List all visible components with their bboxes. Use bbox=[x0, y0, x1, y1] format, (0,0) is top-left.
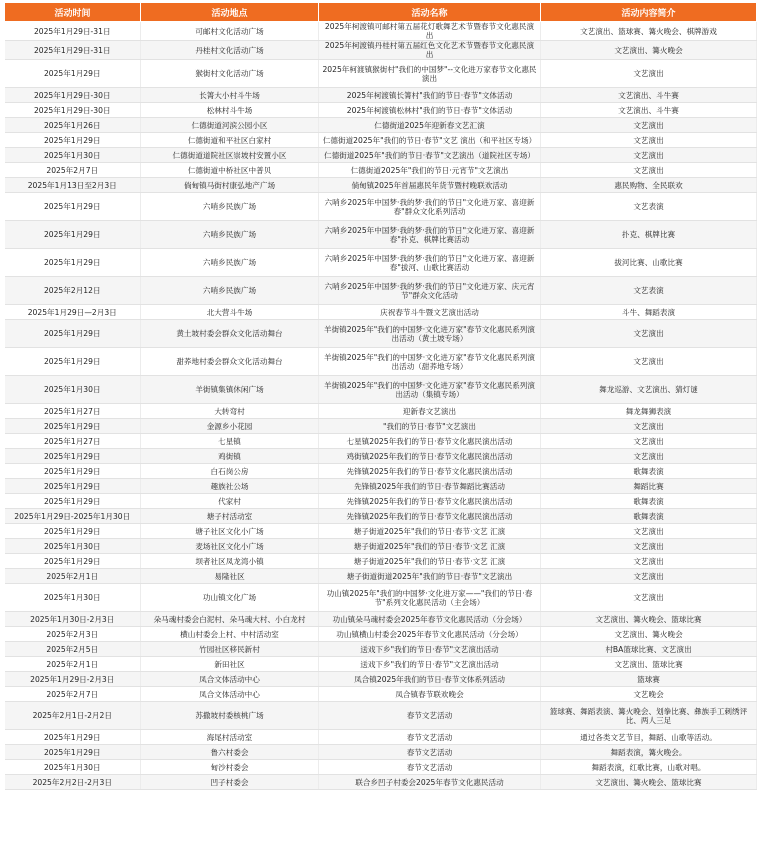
cell-time: 2025年1月29日-31日 bbox=[5, 41, 141, 60]
cell-place: 丹桂村文化活动广场 bbox=[141, 41, 319, 60]
cell-content: 文艺演出 bbox=[541, 554, 757, 569]
cell-name: 六哨乡2025年中国梦·我的梦·我们的节日"文化进万家、喜迎新春"群众文化系列活动 bbox=[319, 193, 541, 221]
cell-place: 海尾村活动室 bbox=[141, 730, 319, 745]
cell-name: 联合乡凹子村委会2025年春节文化惠民活动 bbox=[319, 775, 541, 790]
cell-time: 2025年1月13日至2月3日 bbox=[5, 178, 141, 193]
cell-content: 文艺演出、篝火晚会 bbox=[541, 627, 757, 642]
cell-time: 2025年1月30日 bbox=[5, 584, 141, 612]
cell-name: 塘子街道2025年"我们的节日·春节·文艺 汇演 bbox=[319, 554, 541, 569]
table-row bbox=[5, 22, 757, 41]
cell-name: 春节文艺活动 bbox=[319, 760, 541, 775]
cell-name: 先锋镇2025年我们的节日·春节文化惠民演出活动 bbox=[319, 494, 541, 509]
cell-content: 文艺演出、斗牛赛 bbox=[541, 103, 757, 118]
table-row bbox=[5, 60, 757, 88]
cell-content: 惠民购物、全民联欢 bbox=[541, 178, 757, 193]
cell-name: 2025年柯渡镇丹桂村第五届红色文化艺术节暨春节文化惠民演出 bbox=[319, 41, 541, 60]
cell-name: 七星镇2025年我们的节日·春节文化惠民演出活动 bbox=[319, 434, 541, 449]
cell-content: 文艺演出 bbox=[541, 60, 757, 88]
table-row bbox=[5, 277, 757, 305]
cell-time: 2025年1月29日 bbox=[5, 730, 141, 745]
cell-time: 2025年1月29日-31日 bbox=[5, 22, 141, 41]
cell-name: 庆祝春节斗牛暨文艺演出活动 bbox=[319, 305, 541, 320]
cell-place: 鲁六村委会 bbox=[141, 745, 319, 760]
cell-content: 通过各类文艺节目，舞蹈、山歌等活动。 bbox=[541, 730, 757, 745]
cell-place: 六哨乡民族广场 bbox=[141, 221, 319, 249]
cell-name: 2025年柯渡镇猴街村"我们的中国梦"--文化进万家春节文化惠民演出 bbox=[319, 60, 541, 88]
cell-content: 拔河比赛、山歌比赛 bbox=[541, 249, 757, 277]
cell-name: 六哨乡2025年中国梦·我的梦·我们的节日"文化进万家、喜迎新春"扑克、棋牌比赛活动 bbox=[319, 221, 541, 249]
table-row bbox=[5, 464, 757, 479]
cell-name: 仁德街道2025年"我们的节日·春节"文艺 演出（和平社区专场） bbox=[319, 133, 541, 148]
cell-content: 歌舞表演 bbox=[541, 494, 757, 509]
cell-place: 仁德街道中桥社区中普贝 bbox=[141, 163, 319, 178]
cell-place: 趣族社公场 bbox=[141, 479, 319, 494]
cell-place: 六哨乡民族广场 bbox=[141, 277, 319, 305]
cell-place: 功山镇文化广场 bbox=[141, 584, 319, 612]
cell-time: 2025年1月29日-2025年1月30日 bbox=[5, 509, 141, 524]
cell-place: 白石岗公房 bbox=[141, 464, 319, 479]
cell-name: 功山镇朵马魂村委会2025年春节文化惠民活动（分会场） bbox=[319, 612, 541, 627]
cell-name: 羊街镇2025年"我们的中国梦·文化进万家"春节文化惠民系列演出活动（甜荞地专场） bbox=[319, 348, 541, 376]
cell-content: 文艺演出 bbox=[541, 539, 757, 554]
cell-name: 六哨乡2025年中国梦·我的梦·我们的节日"文化进万家、庆元宵节"群众文化活动 bbox=[319, 277, 541, 305]
cell-content: 文艺演出 bbox=[541, 118, 757, 133]
table-row bbox=[5, 320, 757, 348]
table-row bbox=[5, 730, 757, 745]
table-row bbox=[5, 178, 757, 193]
table-row bbox=[5, 163, 757, 178]
header-name: 活动名称 bbox=[319, 3, 541, 22]
cell-name: 羊街镇2025年"我们的中国梦·文化进万家"春节文化惠民系列演出活动（黄土坡专场） bbox=[319, 320, 541, 348]
cell-place: 猴街村文化活动广场 bbox=[141, 60, 319, 88]
table-row bbox=[5, 569, 757, 584]
table-row bbox=[5, 702, 757, 730]
cell-content: 舞蹈比赛 bbox=[541, 479, 757, 494]
table-body bbox=[5, 22, 757, 790]
cell-place: 凤合文体活动中心 bbox=[141, 672, 319, 687]
cell-time: 2025年1月29日 bbox=[5, 479, 141, 494]
cell-content: 歌舞表演 bbox=[541, 464, 757, 479]
cell-name: 仁德街道2025年迎新春文艺汇演 bbox=[319, 118, 541, 133]
cell-name: 春节文艺活动 bbox=[319, 745, 541, 760]
cell-time: 2025年1月27日 bbox=[5, 434, 141, 449]
cell-name: 先锋镇2025年我们的节日·春节文化惠民演出活动 bbox=[319, 509, 541, 524]
cell-content: 文艺演出 bbox=[541, 419, 757, 434]
cell-content: 歌舞表演 bbox=[541, 509, 757, 524]
table-row bbox=[5, 554, 757, 569]
cell-place: 塘子村活动室 bbox=[141, 509, 319, 524]
table-header-row bbox=[5, 3, 757, 22]
cell-time: 2025年1月29日 bbox=[5, 249, 141, 277]
cell-place: 易隆社区 bbox=[141, 569, 319, 584]
cell-content: 文艺表演 bbox=[541, 193, 757, 221]
cell-content: 舞龙巡游、文艺演出、猜灯谜 bbox=[541, 376, 757, 404]
cell-time: 2025年1月29日—2月3日 bbox=[5, 305, 141, 320]
table-row bbox=[5, 584, 757, 612]
table-row bbox=[5, 41, 757, 60]
cell-content: 舞蹈表演，红歌比赛，山歌对唱。 bbox=[541, 760, 757, 775]
cell-place: 金源乡小花园 bbox=[141, 419, 319, 434]
cell-place: 凤合文体活动中心 bbox=[141, 687, 319, 702]
cell-place: 黄土坡村委会群众文化活动舞台 bbox=[141, 320, 319, 348]
cell-content: 文艺演出 bbox=[541, 524, 757, 539]
cell-name: 送戏下乡"我们的节日·春节"文艺演出活动 bbox=[319, 642, 541, 657]
cell-time: 2025年1月30日 bbox=[5, 148, 141, 163]
cell-content: 文艺演出 bbox=[541, 148, 757, 163]
cell-place: 甜荞地村委会群众文化活动舞台 bbox=[141, 348, 319, 376]
cell-name: 六哨乡2025年中国梦·我的梦·我们的节日"文化进万家、喜迎新春"拔河、山歌比赛活动 bbox=[319, 249, 541, 277]
cell-time: 2025年2月1日-2月2日 bbox=[5, 702, 141, 730]
cell-time: 2025年1月29日 bbox=[5, 419, 141, 434]
cell-name: 凤合镇2025年我们的节日·春节文体系列活动 bbox=[319, 672, 541, 687]
cell-time: 2025年2月2日-2月3日 bbox=[5, 775, 141, 790]
cell-content: 文艺演出 bbox=[541, 163, 757, 178]
cell-name: 倘甸镇2025年首届惠民年货节暨村晚联欢活动 bbox=[319, 178, 541, 193]
activity-schedule-table bbox=[4, 2, 757, 790]
cell-name: 迎新春文艺演出 bbox=[319, 404, 541, 419]
cell-name: 功山镇2025年"我们的中国梦·文化进万家——"我们的节日·春节"系列文化惠民活动（主会场） bbox=[319, 584, 541, 612]
cell-name: 仁德街道2025年"我们的节日·元宵节"文艺演出 bbox=[319, 163, 541, 178]
table-row bbox=[5, 627, 757, 642]
cell-content: 篮球赛 bbox=[541, 672, 757, 687]
cell-place: 长箐大小村斗牛场 bbox=[141, 88, 319, 103]
cell-time: 2025年1月29日 bbox=[5, 320, 141, 348]
table-row bbox=[5, 249, 757, 277]
header-content: 活动内容简介 bbox=[541, 3, 757, 22]
cell-place: 仁德街道道院社区崇坡村安置小区 bbox=[141, 148, 319, 163]
cell-place: 塘子社区文化小广场 bbox=[141, 524, 319, 539]
cell-time: 2025年1月29日 bbox=[5, 60, 141, 88]
cell-content: 舞龙舞狮表演 bbox=[541, 404, 757, 419]
table-row bbox=[5, 612, 757, 627]
cell-time: 2025年2月12日 bbox=[5, 277, 141, 305]
cell-name: 凤合镇春节联欢晚会 bbox=[319, 687, 541, 702]
cell-time: 2025年1月29日 bbox=[5, 449, 141, 464]
cell-time: 2025年1月27日 bbox=[5, 404, 141, 419]
cell-name: 春节文艺活动 bbox=[319, 730, 541, 745]
cell-content: 文艺演出、篝火晚会、篮球比赛 bbox=[541, 612, 757, 627]
cell-name: 2025年柯渡镇可邮村第五届花灯歌舞艺术节暨春节文化惠民演出 bbox=[319, 22, 541, 41]
table-row bbox=[5, 193, 757, 221]
cell-place: 七星镇 bbox=[141, 434, 319, 449]
cell-place: 北大营斗牛场 bbox=[141, 305, 319, 320]
cell-place: 甸沙村委会 bbox=[141, 760, 319, 775]
cell-name: 先锋镇2025年我们的节日·春节文化惠民演出活动 bbox=[319, 464, 541, 479]
table-row bbox=[5, 509, 757, 524]
table-row bbox=[5, 672, 757, 687]
header-time: 活动时间 bbox=[5, 3, 141, 22]
cell-time: 2025年1月30日 bbox=[5, 376, 141, 404]
cell-place: 倘甸镇马街村康弘地产广场 bbox=[141, 178, 319, 193]
table-row bbox=[5, 642, 757, 657]
table-row bbox=[5, 760, 757, 775]
cell-time: 2025年2月1日 bbox=[5, 569, 141, 584]
cell-place: 朵马魂村委会白泥村、朵马魂大村、小白龙村 bbox=[141, 612, 319, 627]
cell-time: 2025年1月29日-30日 bbox=[5, 103, 141, 118]
cell-time: 2025年1月29日 bbox=[5, 221, 141, 249]
table-row bbox=[5, 419, 757, 434]
cell-name: 送戏下乡"我们的节日·春节"文艺演出活动 bbox=[319, 657, 541, 672]
table-row bbox=[5, 479, 757, 494]
table-row bbox=[5, 775, 757, 790]
table-row bbox=[5, 376, 757, 404]
cell-time: 2025年1月26日 bbox=[5, 118, 141, 133]
cell-time: 2025年1月30日 bbox=[5, 539, 141, 554]
activity-table-container bbox=[4, 2, 756, 790]
cell-name: 鸡街镇2025年我们的节日·春节文化惠民演出活动 bbox=[319, 449, 541, 464]
cell-time: 2025年1月30日-2月3日 bbox=[5, 612, 141, 627]
cell-content: 文艺演出 bbox=[541, 584, 757, 612]
table-row bbox=[5, 88, 757, 103]
table-row bbox=[5, 148, 757, 163]
cell-place: 六哨乡民族广场 bbox=[141, 249, 319, 277]
cell-place: 新田社区 bbox=[141, 657, 319, 672]
cell-time: 2025年1月29日 bbox=[5, 524, 141, 539]
table-row bbox=[5, 539, 757, 554]
table-row bbox=[5, 494, 757, 509]
cell-time: 2025年1月29日 bbox=[5, 494, 141, 509]
cell-name: 功山镇横山村委会2025年春节文化惠民活动（分会场） bbox=[319, 627, 541, 642]
table-row bbox=[5, 524, 757, 539]
cell-place: 坝者社区凤龙湾小镇 bbox=[141, 554, 319, 569]
cell-content: 文艺演出 bbox=[541, 133, 757, 148]
table-row bbox=[5, 687, 757, 702]
cell-place: 凹子村委会 bbox=[141, 775, 319, 790]
cell-place: 竹园社区移民新村 bbox=[141, 642, 319, 657]
cell-place: 仁德街道和平社区白家村 bbox=[141, 133, 319, 148]
cell-content: 篮球赛、舞蹈表演、篝火晚会、划拳比赛、彝族手工刺绣评比、两人三足 bbox=[541, 702, 757, 730]
cell-time: 2025年2月3日 bbox=[5, 627, 141, 642]
cell-name: 塘子街道街道2025年"我们的节日·春节"文艺演出 bbox=[319, 569, 541, 584]
table-row bbox=[5, 221, 757, 249]
cell-time: 2025年1月29日-2月3日 bbox=[5, 672, 141, 687]
cell-name: 先锋镇2025年我们的节日·春节舞蹈比赛活动 bbox=[319, 479, 541, 494]
cell-content: 文艺演出、篮球赛、篝火晚会、棋牌游戏 bbox=[541, 22, 757, 41]
cell-name: 塘子街道2025年"我们的节日·春节·文艺 汇演 bbox=[319, 524, 541, 539]
cell-place: 鸡街镇 bbox=[141, 449, 319, 464]
cell-place: 羊街镇集镇休闲广场 bbox=[141, 376, 319, 404]
cell-time: 2025年1月29日 bbox=[5, 745, 141, 760]
cell-name: "我们的节日·春节"文艺演出 bbox=[319, 419, 541, 434]
cell-content: 文艺表演 bbox=[541, 277, 757, 305]
table-row bbox=[5, 103, 757, 118]
cell-content: 文艺演出、篝火晚会 bbox=[541, 41, 757, 60]
cell-content: 扑克、棋牌比赛 bbox=[541, 221, 757, 249]
table-row bbox=[5, 133, 757, 148]
cell-time: 2025年1月29日 bbox=[5, 554, 141, 569]
cell-content: 舞蹈表演，篝火晚会。 bbox=[541, 745, 757, 760]
cell-content: 文艺演出、斗牛赛 bbox=[541, 88, 757, 103]
cell-place: 麦场社区文化小广场 bbox=[141, 539, 319, 554]
cell-place: 松林村斗牛场 bbox=[141, 103, 319, 118]
cell-place: 可邮村文化活动广场 bbox=[141, 22, 319, 41]
cell-name: 2025年柯渡镇长箐村"我们的节日·春节"文体活动 bbox=[319, 88, 541, 103]
cell-time: 2025年1月30日 bbox=[5, 760, 141, 775]
cell-content: 文艺演出 bbox=[541, 434, 757, 449]
table-row bbox=[5, 305, 757, 320]
table-row bbox=[5, 434, 757, 449]
cell-time: 2025年1月29日-30日 bbox=[5, 88, 141, 103]
cell-place: 大转弯村 bbox=[141, 404, 319, 419]
cell-content: 文艺演出、篝火晚会、篮球比赛 bbox=[541, 775, 757, 790]
cell-time: 2025年1月29日 bbox=[5, 348, 141, 376]
cell-time: 2025年1月29日 bbox=[5, 193, 141, 221]
cell-time: 2025年2月7日 bbox=[5, 163, 141, 178]
cell-time: 2025年1月29日 bbox=[5, 133, 141, 148]
cell-place: 横山村委会上村、中村活动室 bbox=[141, 627, 319, 642]
cell-time: 2025年2月1日 bbox=[5, 657, 141, 672]
cell-place: 代家村 bbox=[141, 494, 319, 509]
cell-time: 2025年2月7日 bbox=[5, 687, 141, 702]
table-row bbox=[5, 404, 757, 419]
cell-content: 文艺演出 bbox=[541, 348, 757, 376]
cell-name: 仁德街道2025年"我们的节日·春节"文艺演出（道院社区专场） bbox=[319, 148, 541, 163]
cell-content: 斗牛、舞蹈表演 bbox=[541, 305, 757, 320]
table-row bbox=[5, 657, 757, 672]
cell-name: 春节文艺活动 bbox=[319, 702, 541, 730]
cell-name: 塘子街道2025年"我们的节日·春节·文艺 汇演 bbox=[319, 539, 541, 554]
table-row bbox=[5, 118, 757, 133]
cell-place: 六哨乡民族广场 bbox=[141, 193, 319, 221]
cell-place: 仁德街道河滨公园小区 bbox=[141, 118, 319, 133]
cell-name: 2025年柯渡镇松林村"我们的节日·春节"文体活动 bbox=[319, 103, 541, 118]
cell-name: 羊街镇2025年"我们的中国梦·文化进万家"春节文化惠民系列演出活动（集镇专场） bbox=[319, 376, 541, 404]
cell-time: 2025年1月29日 bbox=[5, 464, 141, 479]
table-row bbox=[5, 348, 757, 376]
cell-content: 文艺演出 bbox=[541, 569, 757, 584]
cell-time: 2025年2月5日 bbox=[5, 642, 141, 657]
cell-content: 文艺演出、篮球比赛 bbox=[541, 657, 757, 672]
table-row bbox=[5, 745, 757, 760]
table-row bbox=[5, 449, 757, 464]
cell-content: 文艺演出 bbox=[541, 449, 757, 464]
cell-content: 村BA篮球比赛、文艺演出 bbox=[541, 642, 757, 657]
cell-place: 苏撒坡村委核桃广场 bbox=[141, 702, 319, 730]
cell-content: 文艺晚会 bbox=[541, 687, 757, 702]
cell-content: 文艺演出 bbox=[541, 320, 757, 348]
header-place: 活动地点 bbox=[141, 3, 319, 22]
